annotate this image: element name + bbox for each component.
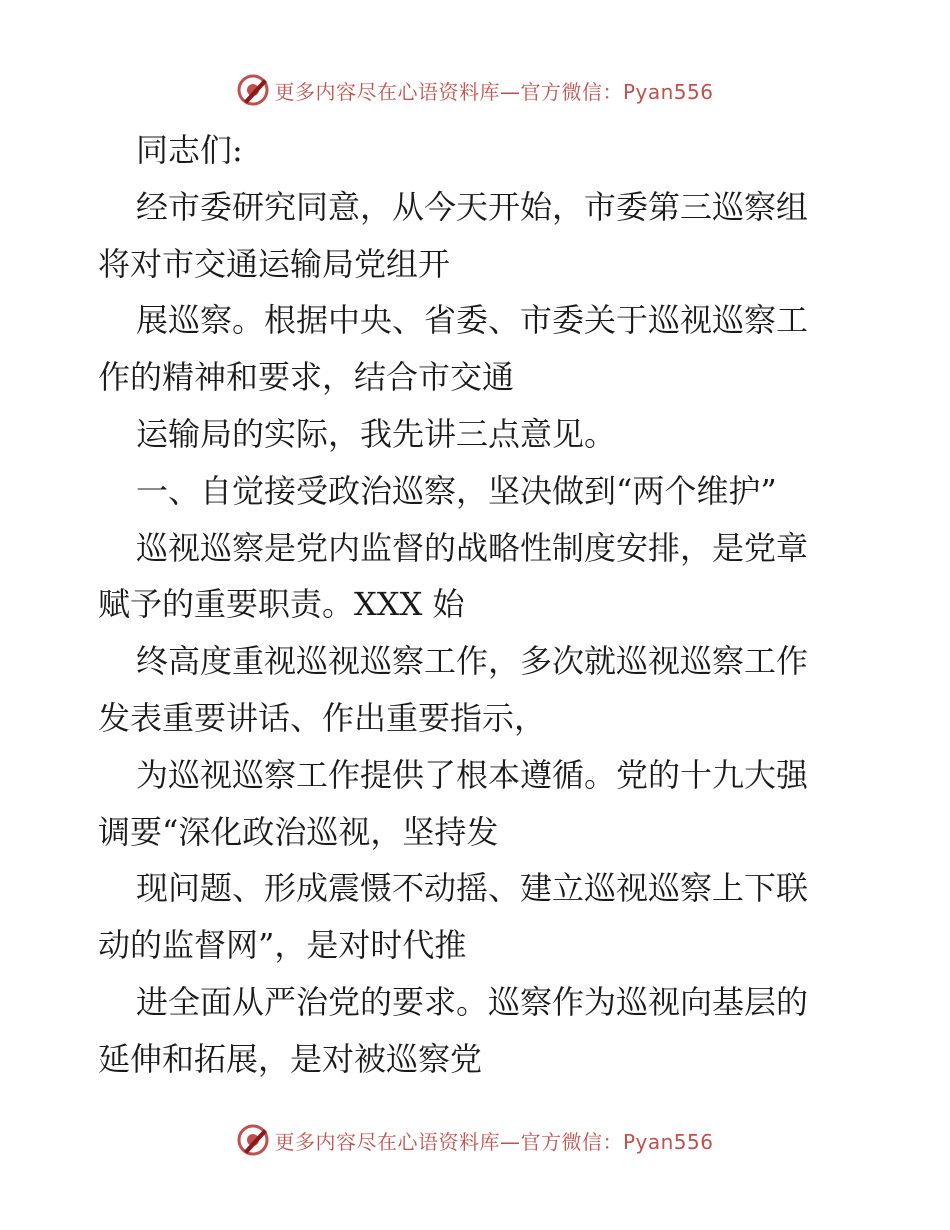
text-line: 延伸和拓展，是对被巡察党 [98, 1039, 483, 1078]
text-line: 作的精神和要求，结合市交通 [98, 358, 515, 397]
document-body [98, 122, 858, 1088]
text-line: 赋予的重要职责。XXX 始 [98, 585, 465, 624]
watermark-text: 更多内容尽在心语资料库—官方微信：Pyan556 [274, 79, 714, 104]
text-line: 展巡察。根据中央、省委、市委关于巡视巡察工 [136, 301, 809, 340]
text-line: 动的监督网”，是对时代推 [98, 926, 467, 965]
text-line: 调要“深化政治巡视，坚持发 [98, 812, 499, 851]
watermark-banner-bottom [0, 1120, 950, 1160]
text-line: 一、自觉接受政治巡察，坚决做到“两个维护” [136, 471, 777, 510]
text-line: 运输局的实际，我先讲三点意见。 [136, 414, 617, 453]
text-line: 同志们: [136, 131, 243, 169]
text-line: 进全面从严治党的要求。巡察作为巡视向基层的 [136, 982, 809, 1021]
pen-logo-icon [236, 73, 270, 107]
watermark-banner-top [0, 70, 950, 110]
watermark-text: 更多内容尽在心语资料库—官方微信：Pyan556 [274, 1129, 714, 1154]
pen-logo-icon [236, 1123, 270, 1157]
text-line: 将对市交通运输局党组开 [98, 244, 451, 283]
text-line: 终高度重视巡视巡察工作，多次就巡视巡察工作 [136, 642, 809, 681]
text-line: 巡视巡察是党内监督的战略性制度安排，是党章 [136, 528, 809, 567]
text-line: 现问题、形成震慑不动摇、建立巡视巡察上下联 [136, 869, 809, 908]
text-line: 经市委研究同意，从今天开始，市委第三巡察组 [136, 187, 809, 226]
text-line: 为巡视巡察工作提供了根本遵循。党的十九大强 [136, 755, 809, 794]
text-line: 发表重要讲话、作出重要指示， [98, 698, 547, 737]
